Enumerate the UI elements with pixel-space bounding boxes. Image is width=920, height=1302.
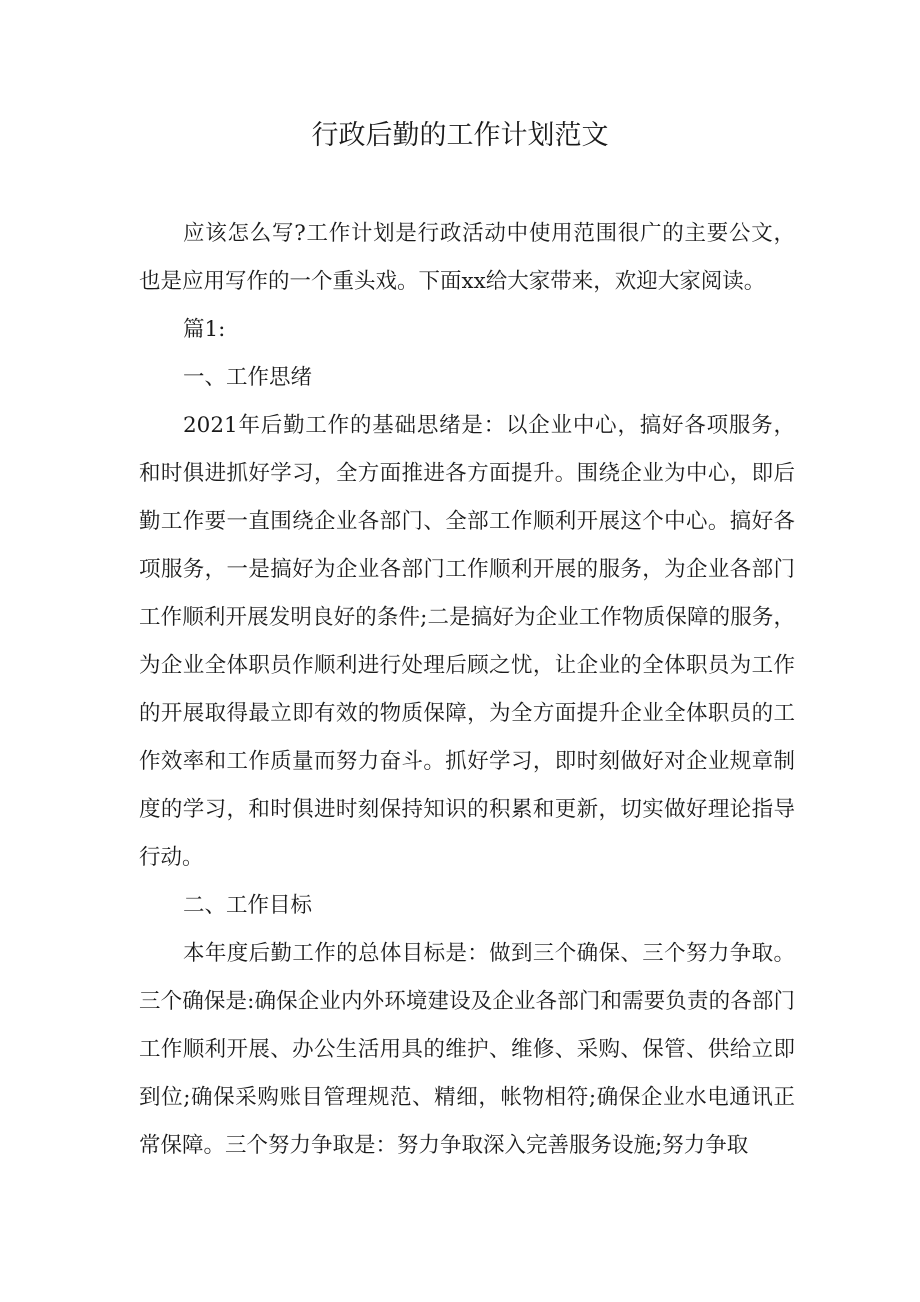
intro-paragraph: 应该怎么写?工作计划是行政活动中使用范围很广的主要公文，也是应用写作的一个重头戏。下面xx给大家带来，欢迎大家阅读。 (139, 221, 795, 294)
heading-work-goals: 二、工作目标 (183, 893, 313, 918)
heading-work-thoughts: 一、工作思绪 (183, 365, 313, 390)
work-goals-paragraph: 本年度后勤工作的总体目标是：做到三个确保、三个努力争取。三个确保是:确保企业内外环境建设及企业各部门和需要负责的各部门工作顺利开展、办公生活用具的维护、维修、采购、保管、供给立即到位;确保采购账目管理规范、精细，帐物相符;确保企业水电通讯正常保障。三个努力争取是：努力争取深入完善服务设施;努力争取 (139, 941, 795, 1158)
document-body (139, 210, 795, 1170)
work-thoughts-paragraph: 2021年后勤工作的基础思绪是：以企业中心，搞好各项服务，和时俱进抓好学习，全方面推进各方面提升。围绕企业为中心，即后勤工作要一直围绕企业各部门、全部工作顺利开展这个中心。搞好各项服务，一是搞好为企业各部门工作顺利开展的服务，为企业各部门工作顺利开展发明良好的条件;二是搞好为企业工作物质保障的服务，为企业全体职员作顺利进行处理后顾之忧，让企业的全体职员为工作的开展取得最立即有效的物质保障，为全方面提升企业全体职员的工作效率和工作质量而努力奋斗。抓好学习，即时刻做好对企业规章制度的学习，和时俱进时刻保持知识的积累和更新，切实做好理论指导行动。 (139, 413, 795, 870)
document-title: 行政后勤的工作计划范文 (311, 120, 609, 151)
section-label: 篇1: (183, 317, 226, 342)
